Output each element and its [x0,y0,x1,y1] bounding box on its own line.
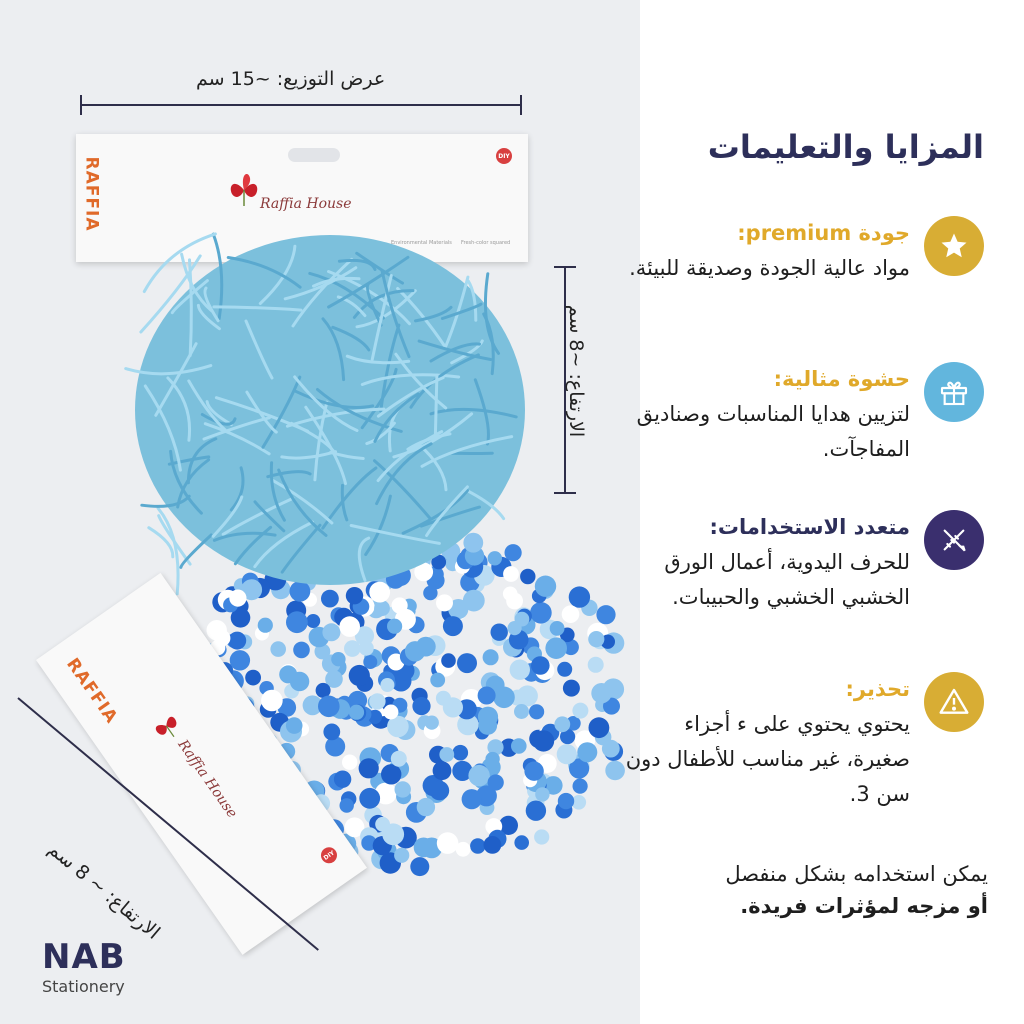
diy-badge: DIY [496,148,512,164]
panel-title: المزايا والتعليمات [707,128,984,166]
logo-sub: Stationery [42,977,125,996]
side-height-tick-top [554,266,576,268]
feature-filling-head: حشوة مثالية: [773,367,910,391]
feature-quality-head: جودة premium: [737,221,910,245]
features-panel [625,0,1024,1024]
feature-warning-body: يحتوي يحتوي على ء أجزاء صغيرة، غير مناسب للأطفال دون سن 3. [625,712,910,806]
gift-icon [924,362,984,422]
usage-note [648,858,988,922]
brand-name: Raffia House [260,196,352,212]
feature-warning-head: تحذير: [845,677,910,701]
card-word: RAFFIA [81,156,102,232]
diy-badge-bottom: DIY [318,844,340,866]
usage-note-line2: أو مزجه لمؤثرات فريدة. [740,894,988,918]
tools-icon [924,510,984,570]
warning-icon [924,672,984,732]
card-word-bottom: RAFFIA [62,654,122,728]
usage-note-line1: يمكن استخدامه بشكل منفصل [725,862,988,886]
feature-multiuse-head: متعدد الاستخدامات: [709,515,910,539]
feature-multiuse-body: للحرف اليدوية، أعمال الورق الخشبي الخشبي والحبيبات. [664,550,910,609]
brand-name-bottom: Raffia House [174,736,241,822]
card-tag-2: Environmental Materials [391,240,452,246]
spread-width-label: عرض التوزيع: ~15 سم [196,68,386,90]
logo-name: NAB [42,937,126,977]
star-icon [924,216,984,276]
feature-filling-body: لتزيين هدايا المناسبات وصناديق المفاجآت. [636,402,910,461]
side-height-tick-bottom [554,492,576,494]
side-height-label: الارتفاع: ~8 سم [565,304,588,438]
diagonal-height-label: الارتفاع: ~ 8 سم [43,838,165,944]
feature-quality-body: مواد عالية الجودة وصديقة للبيئة. [629,256,910,280]
card-tag-3: Fresh-color squared [461,240,511,246]
nab-logo [42,938,126,996]
